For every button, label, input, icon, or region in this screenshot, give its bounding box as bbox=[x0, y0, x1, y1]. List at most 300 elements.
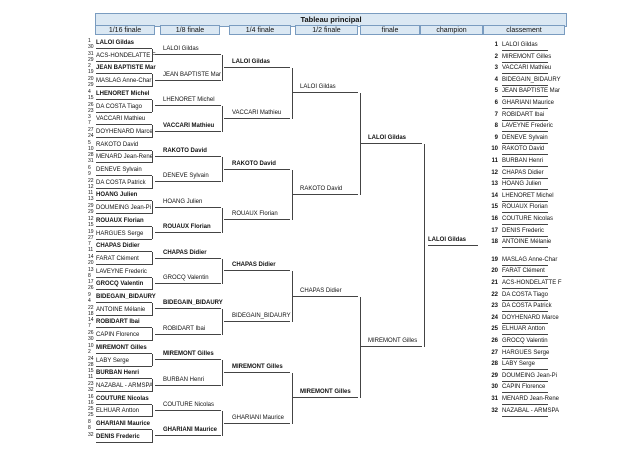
ranking-name: HOANG Julien bbox=[502, 179, 548, 190]
bracket-connector bbox=[152, 430, 153, 443]
player-cell: COUTURE Nicolas bbox=[96, 394, 152, 405]
bracket-connector bbox=[224, 118, 232, 119]
ranking-position: 14 bbox=[491, 192, 498, 199]
seed-number: 22 bbox=[88, 304, 94, 311]
ranking-name: RAKOTO David bbox=[502, 144, 548, 155]
seed-number: 19 bbox=[88, 69, 94, 76]
player-cell: LALOI Gildas bbox=[163, 44, 221, 55]
ranking-name: DENEVE Sylvain bbox=[502, 133, 548, 144]
bracket-connector bbox=[152, 278, 153, 291]
ranking-position: 27 bbox=[491, 349, 498, 356]
ranking-row bbox=[486, 156, 548, 167]
ranking-row bbox=[486, 121, 553, 132]
player-cell: MIREMONT Gilles bbox=[300, 387, 358, 398]
seed-number: 27 bbox=[88, 126, 94, 133]
seed-numbers bbox=[88, 432, 94, 438]
ranking-row bbox=[486, 301, 552, 312]
ranking-name: ROBIDART Ibai bbox=[502, 110, 548, 121]
player-cell: MIREMONT Gilles bbox=[232, 362, 290, 373]
ranking-position: 28 bbox=[491, 361, 498, 368]
player-cell: NAZABAL - ARMSPA bbox=[96, 381, 152, 392]
ranking-row bbox=[486, 237, 552, 248]
column-header: champion bbox=[420, 25, 483, 35]
bracket-connector bbox=[152, 354, 153, 367]
player-cell: ELHUAR Antton bbox=[96, 406, 152, 417]
ranking-position: 1 bbox=[494, 42, 498, 48]
seed-number: 15 bbox=[88, 368, 94, 375]
player-cell: GHARIANI Maurice bbox=[96, 419, 152, 430]
ranking-name: ROUAUX Florian bbox=[502, 202, 548, 213]
seed-number: 25 bbox=[88, 406, 94, 413]
ranking-name: NAZABAL - ARMSPA bbox=[502, 406, 548, 417]
seed-number: 7 bbox=[88, 323, 91, 330]
column-header: finale bbox=[360, 25, 420, 35]
bracket-connector bbox=[155, 54, 163, 55]
player-cell: LHENORET Michel bbox=[163, 95, 221, 106]
column-header: 1/16 finale bbox=[95, 25, 155, 35]
seed-number: 2 bbox=[88, 348, 91, 355]
player-cell: ROBIDART Ibai bbox=[163, 324, 221, 335]
player-cell: LABY Serge bbox=[96, 356, 152, 367]
ranking-row bbox=[486, 278, 562, 289]
player-cell: RAKOTO David bbox=[163, 146, 221, 157]
player-cell: DENEVE Sylvain bbox=[96, 165, 152, 176]
player-cell: COUTURE Nicolas bbox=[163, 400, 221, 411]
seed-number: 7 bbox=[88, 120, 91, 127]
ranking-position: 25 bbox=[491, 326, 498, 333]
ranking-position: 10 bbox=[491, 146, 498, 153]
seed-number: 32 bbox=[88, 386, 94, 393]
bracket-connector bbox=[155, 105, 163, 106]
player-cell: LALOI Gildas bbox=[300, 82, 358, 93]
seed-numbers bbox=[88, 89, 94, 101]
ranking-row bbox=[486, 191, 554, 202]
seed-numbers bbox=[88, 368, 94, 380]
player-cell: CHAPAS Didier bbox=[163, 248, 221, 259]
ranking-row bbox=[486, 40, 548, 51]
seed-number: 30 bbox=[88, 44, 94, 50]
seed-number: 3 bbox=[88, 114, 91, 121]
seed-number: 28 bbox=[88, 361, 94, 368]
player-cell: LALOI Gildas bbox=[232, 57, 290, 68]
ranking-row bbox=[486, 359, 548, 370]
bracket-connector bbox=[424, 144, 425, 347]
bracket-connector bbox=[224, 169, 232, 170]
bracket-connector bbox=[224, 321, 232, 322]
bracket-connector bbox=[152, 74, 153, 87]
seed-number: 32 bbox=[88, 431, 94, 438]
player-cell: CHAPAS Didier bbox=[232, 260, 290, 271]
ranking-position: 9 bbox=[494, 134, 498, 141]
seed-number: 26 bbox=[88, 330, 94, 337]
seed-numbers bbox=[88, 394, 94, 406]
column-header: 1/8 finale bbox=[160, 25, 220, 35]
seed-numbers bbox=[88, 140, 94, 152]
bracket-connector bbox=[152, 201, 153, 214]
player-cell: JEAN BAPTISTE Mar bbox=[163, 70, 221, 81]
bracket-connector bbox=[224, 219, 232, 220]
seed-number: 10 bbox=[88, 342, 94, 349]
bracket-connector bbox=[222, 259, 223, 284]
ranking-name: COUTURE Nicolas bbox=[502, 214, 548, 225]
ranking-row bbox=[486, 255, 558, 266]
player-cell: BURBAN Henri bbox=[96, 368, 152, 379]
player-cell: HOANG Julien bbox=[163, 197, 221, 208]
seed-numbers bbox=[88, 267, 94, 279]
bracket-connector bbox=[224, 67, 232, 68]
player-cell: MIREMONT Gilles bbox=[368, 336, 422, 347]
seed-numbers bbox=[88, 305, 94, 317]
ranking-row bbox=[486, 75, 561, 86]
ranking-name: GROCQ Valentin bbox=[502, 336, 548, 347]
ranking-position: 13 bbox=[491, 181, 498, 188]
seed-numbers bbox=[88, 356, 94, 368]
player-cell: DOYHENARD Marce bbox=[96, 127, 152, 138]
seed-numbers bbox=[88, 406, 94, 418]
bracket-connector bbox=[155, 435, 163, 436]
seed-numbers bbox=[88, 51, 94, 63]
ranking-row bbox=[486, 348, 548, 359]
bracket-connector bbox=[292, 397, 300, 398]
ranking-position: 16 bbox=[491, 216, 498, 222]
ranking-position: 17 bbox=[491, 227, 498, 234]
player-cell: RAKOTO David bbox=[96, 140, 152, 151]
bracket-connector bbox=[155, 232, 163, 233]
bracket-connector bbox=[152, 328, 153, 341]
bracket-connector bbox=[152, 151, 153, 164]
seed-number: 26 bbox=[88, 285, 94, 292]
seed-number: 13 bbox=[88, 196, 94, 203]
seed-number: 23 bbox=[88, 380, 94, 387]
seed-number: 26 bbox=[88, 101, 94, 108]
player-cell: VACCARI Mathieu bbox=[232, 108, 290, 119]
seed-numbers bbox=[88, 292, 91, 304]
ranking-name: MASLAG Anne-Char bbox=[502, 255, 548, 266]
champion-cell: LALOI Gildas bbox=[428, 235, 478, 246]
player-cell: LALOI Gildas bbox=[96, 38, 152, 49]
seed-number: 29 bbox=[88, 56, 94, 63]
seed-number: 24 bbox=[88, 132, 94, 139]
seed-number: 5 bbox=[88, 139, 91, 146]
seed-number: 31 bbox=[88, 50, 94, 57]
seed-number: 12 bbox=[88, 183, 94, 190]
seed-number: 11 bbox=[88, 190, 94, 197]
seed-number: 23 bbox=[88, 107, 94, 114]
seed-number: 29 bbox=[88, 82, 94, 89]
ranking-position: 7 bbox=[494, 111, 498, 118]
seed-number: 19 bbox=[88, 228, 94, 235]
player-cell: RAKOTO David bbox=[300, 184, 358, 195]
ranking-row bbox=[486, 179, 548, 190]
ranking-row bbox=[486, 52, 552, 63]
seed-number: 31 bbox=[88, 158, 94, 165]
player-cell: DENIS Frederic bbox=[96, 432, 152, 443]
player-cell: GHARIANI Maurice bbox=[163, 425, 221, 436]
player-cell: CHAPAS Didier bbox=[300, 286, 358, 297]
ranking-name: DA COSTA Tiago bbox=[502, 290, 548, 301]
ranking-row bbox=[486, 144, 548, 155]
player-cell: MIREMONT Gilles bbox=[96, 343, 152, 354]
player-cell: ANTOINE Mélanie bbox=[96, 305, 152, 316]
ranking-position: 3 bbox=[494, 65, 498, 72]
seed-numbers bbox=[88, 190, 94, 202]
seed-numbers bbox=[88, 317, 94, 329]
bracket-connector bbox=[292, 92, 300, 93]
bracket-connector bbox=[292, 271, 293, 322]
seed-numbers bbox=[88, 178, 94, 190]
ranking-position: 26 bbox=[491, 338, 498, 344]
ranking-position: 11 bbox=[491, 158, 498, 164]
ranking-position: 6 bbox=[494, 100, 498, 106]
seed-number: 29 bbox=[88, 203, 94, 210]
player-cell: BIDEGAIN_BIDAURY bbox=[96, 292, 152, 303]
ranking-name: DOUMEING Jean-Pi bbox=[502, 371, 548, 382]
bracket-connector bbox=[155, 131, 163, 132]
bracket-connector bbox=[155, 308, 163, 309]
bracket-connector bbox=[152, 49, 153, 62]
ranking-position: 15 bbox=[491, 204, 498, 211]
bracket-connector bbox=[155, 334, 163, 335]
bracket-title: Tableau principal bbox=[95, 13, 567, 27]
player-cell: GROCQ Valentin bbox=[96, 279, 152, 290]
seed-number: 1 bbox=[88, 38, 91, 44]
seed-number: 15 bbox=[88, 221, 94, 228]
bracket-connector bbox=[152, 125, 153, 138]
bracket-connector bbox=[222, 55, 223, 80]
player-cell: LAVEYNE Frederic bbox=[96, 267, 152, 278]
player-cell: DA COSTA Patrick bbox=[96, 178, 152, 189]
ranking-row bbox=[486, 214, 554, 225]
ranking-position: 21 bbox=[491, 280, 498, 286]
ranking-name: JEAN BAPTISTE Mar bbox=[502, 86, 548, 97]
ranking-name: BIDEGAIN_BIDAURY bbox=[502, 75, 548, 86]
seed-numbers bbox=[88, 381, 94, 393]
bracket-connector bbox=[155, 80, 163, 81]
seed-number: 9 bbox=[88, 171, 91, 177]
bracket-connector bbox=[155, 207, 163, 208]
player-cell: ROUAUX Florian bbox=[232, 209, 290, 220]
ranking-row bbox=[486, 382, 548, 393]
ranking-position: 32 bbox=[491, 407, 498, 414]
seed-numbers bbox=[88, 254, 94, 266]
bracket-connector bbox=[222, 106, 223, 131]
ranking-row bbox=[486, 63, 552, 74]
player-cell: VACCARI Mathieu bbox=[96, 114, 152, 125]
player-cell: MIREMONT Gilles bbox=[163, 349, 221, 360]
seed-number: 20 bbox=[88, 76, 94, 83]
seed-number: 16 bbox=[88, 399, 94, 406]
ranking-position: 12 bbox=[491, 169, 498, 176]
ranking-row bbox=[486, 168, 548, 179]
bracket-connector bbox=[152, 379, 153, 392]
player-cell: LHENORET Michel bbox=[96, 89, 152, 100]
seed-numbers bbox=[88, 152, 94, 164]
player-cell: VACCARI Mathieu bbox=[163, 121, 221, 132]
seed-number: 8 bbox=[88, 425, 91, 431]
seed-numbers bbox=[88, 419, 91, 431]
player-cell: CAPIN Florence bbox=[96, 330, 152, 341]
player-cell: ROBIDART Ibai bbox=[96, 317, 152, 328]
player-cell: BIDEGAIN_BIDAURY bbox=[163, 298, 221, 309]
player-cell: MENARD Jean-Rene bbox=[96, 152, 152, 163]
ranking-name: DOYHENARD Marce bbox=[502, 313, 548, 324]
seed-numbers bbox=[88, 114, 91, 126]
bracket-connector bbox=[224, 372, 232, 373]
ranking-name: BURBAN Henri bbox=[502, 156, 548, 167]
player-cell: DENEVE Sylvain bbox=[163, 171, 221, 182]
ranking-position: 30 bbox=[491, 384, 498, 391]
ranking-name: LABY Serge bbox=[502, 359, 548, 370]
seed-number: 11 bbox=[88, 374, 94, 381]
ranking-row bbox=[486, 86, 561, 97]
seed-numbers bbox=[88, 216, 94, 228]
seed-number: 22 bbox=[88, 177, 94, 184]
ranking-position: 31 bbox=[491, 396, 498, 402]
ranking-position: 8 bbox=[494, 123, 498, 130]
ranking-row bbox=[486, 202, 548, 213]
seed-number: 6 bbox=[88, 165, 91, 171]
bracket-connector bbox=[292, 68, 293, 119]
bracket-connector bbox=[152, 252, 153, 265]
player-cell: ROUAUX Florian bbox=[163, 222, 221, 233]
ranking-name: LHENORET Michel bbox=[502, 191, 548, 202]
player-cell: DA COSTA Tiago bbox=[96, 102, 152, 113]
ranking-row bbox=[486, 406, 560, 417]
ranking-position: 29 bbox=[491, 372, 498, 379]
seed-number: 10 bbox=[88, 145, 94, 152]
bracket-connector bbox=[222, 309, 223, 334]
ranking-position: 18 bbox=[491, 239, 498, 246]
ranking-name: ANTOINE Mélanie bbox=[502, 237, 548, 248]
player-cell: GROCQ Valentin bbox=[163, 273, 221, 284]
bracket-connector bbox=[222, 360, 223, 385]
player-cell: GHARIANI Maurice bbox=[232, 413, 290, 424]
ranking-position: 2 bbox=[494, 53, 498, 60]
bracket-connector bbox=[155, 410, 163, 411]
ranking-row bbox=[486, 226, 548, 237]
seed-number: 17 bbox=[88, 279, 94, 286]
seed-number: 12 bbox=[88, 215, 94, 222]
seed-number: 14 bbox=[88, 317, 94, 324]
player-cell: FARAT Clément bbox=[96, 254, 152, 265]
seed-numbers bbox=[88, 330, 94, 342]
player-cell: BIDEGAIN_BIDAURY bbox=[232, 311, 290, 322]
ranking-name: CAPIN Florence bbox=[502, 382, 548, 393]
ranking-row bbox=[486, 266, 548, 277]
seed-number: 4 bbox=[88, 88, 91, 95]
player-cell: HARGUES Serge bbox=[96, 229, 152, 240]
bracket-connector bbox=[152, 176, 153, 189]
ranking-name: GHARIANI Maurice bbox=[502, 98, 548, 109]
seed-number: 16 bbox=[88, 393, 94, 400]
bracket-connector bbox=[360, 297, 361, 399]
ranking-row bbox=[486, 290, 548, 301]
bracket-connector bbox=[155, 385, 163, 386]
seed-number: 15 bbox=[88, 94, 94, 101]
ranking-position: 23 bbox=[491, 303, 498, 310]
seed-number: 29 bbox=[88, 209, 94, 216]
ranking-position: 19 bbox=[491, 256, 498, 263]
bracket-connector bbox=[360, 143, 368, 144]
ranking-name: ELHUAR Antton bbox=[502, 324, 548, 335]
seed-numbers bbox=[88, 343, 94, 355]
bracket-connector bbox=[292, 296, 300, 297]
seed-numbers bbox=[88, 127, 94, 139]
ranking-row bbox=[486, 324, 548, 335]
ranking-position: 22 bbox=[491, 291, 498, 298]
ranking-name: MENARD Jean-Rene bbox=[502, 394, 548, 405]
column-header: 1/2 finale bbox=[295, 25, 358, 35]
ranking-row bbox=[486, 98, 555, 109]
seed-numbers bbox=[88, 229, 94, 241]
seed-number: 4 bbox=[88, 298, 91, 304]
seed-numbers bbox=[88, 76, 94, 88]
seed-numbers bbox=[88, 165, 91, 177]
ranking-name: LALOI Gildas bbox=[502, 40, 548, 51]
ranking-name: ACS-HONDELATTE F bbox=[502, 278, 548, 289]
seed-numbers bbox=[88, 279, 94, 291]
ranking-name: MIREMONT Gilles bbox=[502, 52, 548, 63]
bracket-connector bbox=[155, 181, 163, 182]
bracket-connector bbox=[224, 423, 232, 424]
bracket-connector bbox=[155, 258, 163, 259]
seed-numbers bbox=[88, 203, 94, 215]
ranking-position: 4 bbox=[494, 76, 498, 83]
player-cell: CHAPAS Didier bbox=[96, 241, 152, 252]
ranking-row bbox=[486, 110, 548, 121]
seed-number: 13 bbox=[88, 266, 94, 273]
bracket-connector bbox=[152, 100, 153, 113]
bracket-connector bbox=[222, 411, 223, 436]
player-cell: HOANG Julien bbox=[96, 190, 152, 201]
seed-numbers bbox=[88, 241, 93, 253]
player-cell: LALOI Gildas bbox=[368, 133, 422, 144]
bracket-connector bbox=[360, 346, 368, 347]
bracket-connector bbox=[155, 359, 163, 360]
seed-number: 14 bbox=[88, 253, 94, 260]
player-cell: DOUMEING Jean-Pi bbox=[96, 203, 152, 214]
ranking-row bbox=[486, 394, 560, 405]
seed-number: 20 bbox=[88, 259, 94, 266]
bracket-connector bbox=[292, 194, 300, 195]
player-cell: ACS-HONDELATTE F bbox=[96, 51, 152, 62]
ranking-row bbox=[486, 313, 559, 324]
ranking-name: DENIS Frederic bbox=[502, 226, 548, 237]
seed-number: 11 bbox=[88, 247, 94, 254]
ranking-row bbox=[486, 336, 548, 347]
ranking-position: 24 bbox=[491, 314, 498, 321]
player-cell: RAKOTO David bbox=[232, 159, 290, 170]
player-cell: BURBAN Henri bbox=[163, 375, 221, 386]
seed-number: 8 bbox=[88, 272, 91, 279]
ranking-name: DA COSTA Patrick bbox=[502, 301, 548, 312]
seed-number: 9 bbox=[88, 292, 91, 298]
bracket-connector bbox=[222, 157, 223, 182]
bracket-connector bbox=[152, 405, 153, 418]
bracket-connector bbox=[222, 208, 223, 233]
seed-number: 7 bbox=[88, 241, 91, 248]
bracket-connector bbox=[155, 156, 163, 157]
bracket-connector bbox=[152, 227, 153, 240]
ranking-name: VACCARI Mathieu bbox=[502, 63, 548, 74]
bracket-connector bbox=[155, 283, 163, 284]
seed-number: 27 bbox=[88, 234, 94, 241]
ranking-position: 5 bbox=[494, 88, 498, 95]
player-cell: MASLAG Anne-Char bbox=[96, 76, 152, 87]
seed-numbers bbox=[88, 63, 94, 75]
bracket-connector bbox=[152, 303, 153, 316]
seed-number: 8 bbox=[88, 419, 91, 425]
